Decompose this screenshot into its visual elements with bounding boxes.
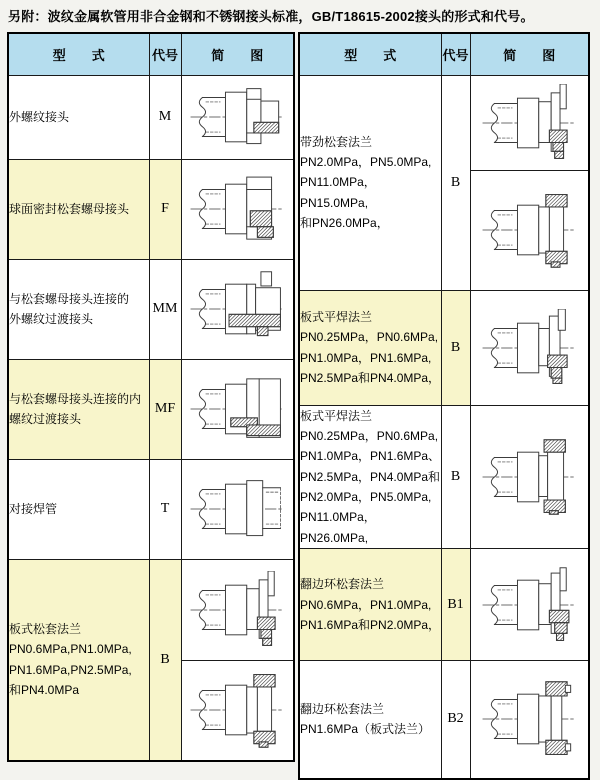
header-row <box>8 33 294 75</box>
table-row <box>299 549 589 661</box>
table-row <box>8 559 294 660</box>
joint-diagram <box>184 370 290 448</box>
joint-type-cell: 外螺纹接头 <box>8 75 149 159</box>
table-row <box>8 75 294 159</box>
joint-diagram-cell <box>470 405 589 549</box>
joint-diagram <box>184 470 290 548</box>
joint-code-cell: T <box>149 459 181 559</box>
table-row <box>8 359 294 459</box>
joint-diagram-cell <box>470 290 589 405</box>
joint-code-cell: B1 <box>441 549 470 661</box>
joint-type-cell: 对接焊管 <box>8 459 149 559</box>
joint-diagram-cell <box>470 661 589 779</box>
joint-type-cell: 与松套螺母接头连接的内 螺纹过渡接头 <box>8 359 149 459</box>
joint-table-right <box>298 32 590 780</box>
column-header-code: 代号 <box>441 33 470 75</box>
table-row <box>299 405 589 549</box>
joint-code-cell: MF <box>149 359 181 459</box>
joint-type-cell: 翻边环松套法兰 PN1.6MPa（板式法兰） <box>299 661 441 779</box>
joint-diagram <box>184 671 290 749</box>
joint-diagram-cell <box>181 159 294 259</box>
joint-diagram-cell <box>470 170 589 290</box>
joint-diagram <box>476 566 582 644</box>
table-row <box>8 259 294 359</box>
column-header-type: 型 式 <box>8 33 149 75</box>
joint-diagram-cell <box>181 259 294 359</box>
standard-tables <box>7 32 593 780</box>
joint-diagram-cell <box>470 75 589 170</box>
joint-diagram <box>476 438 582 516</box>
joint-table-left <box>7 32 295 762</box>
joint-diagram <box>476 191 582 269</box>
column-header-diagram: 简 图 <box>181 33 294 75</box>
joint-diagram <box>476 309 582 387</box>
joint-type-cell: 与松套螺母接头连接的 外螺纹过渡接头 <box>8 259 149 359</box>
joint-diagram-cell <box>181 660 294 761</box>
joint-diagram-cell <box>181 75 294 159</box>
joint-diagram <box>184 78 290 156</box>
page-title: 另附：波纹金属软管用非合金钢和不锈钢接头标准，GB/T18615-2002接头的形式和代号。 <box>8 9 534 24</box>
column-header-diagram: 简 图 <box>470 33 589 75</box>
joint-code-cell: B <box>149 559 181 761</box>
joint-diagram-cell <box>181 559 294 660</box>
joint-code-cell: B <box>441 290 470 405</box>
table-row <box>8 159 294 259</box>
joint-type-cell: 板式平焊法兰 PN0.25MPa，PN0.6MPa, PN1.0MPa，PN1.6MPa、 PN2.5MPa，PN4.0MPa和 PN2.0MPa，PN5.0MPa, PN11.0MPa，PN26.0MPa, <box>299 405 441 549</box>
joint-diagram-cell <box>181 359 294 459</box>
table-row <box>8 459 294 559</box>
joint-code-cell: F <box>149 159 181 259</box>
joint-diagram <box>184 571 290 649</box>
joint-type-cell: 球面密封松套螺母接头 <box>8 159 149 259</box>
joint-type-cell: 板式平焊法兰 PN0.25MPa，PN0.6MPa, PN1.0MPa，PN1.6MPa, PN2.5MPa和PN4.0MPa， <box>299 290 441 405</box>
column-header-code: 代号 <box>149 33 181 75</box>
joint-code-cell: MM <box>149 259 181 359</box>
joint-diagram <box>476 84 582 162</box>
column-header-type: 型 式 <box>299 33 441 75</box>
joint-code-cell: B <box>441 405 470 549</box>
joint-code-cell: M <box>149 75 181 159</box>
joint-code-cell: B2 <box>441 661 470 779</box>
joint-diagram <box>476 680 582 758</box>
joint-type-cell: 翻边环松套法兰 PN0.6MPa，PN1.0MPa, PN1.6MPa和PN2.0MPa， <box>299 549 441 661</box>
header-row <box>299 33 589 75</box>
table-row <box>299 290 589 405</box>
joint-diagram <box>184 270 290 348</box>
table-row <box>299 661 589 779</box>
joint-code-cell: B <box>441 75 470 290</box>
joint-diagram-cell <box>470 549 589 661</box>
joint-type-cell: 带劲松套法兰 PN2.0MPa，PN5.0MPa, PN11.0MPa，PN15.0MPa, 和PN26.0MPa， <box>299 75 441 290</box>
table-row <box>299 75 589 170</box>
joint-diagram <box>184 170 290 248</box>
joint-diagram-cell <box>181 459 294 559</box>
joint-type-cell: 板式松套法兰 PN0.6MPa,PN1.0MPa, PN1.6MPa,PN2.5MPa, 和PN4.0MPa <box>8 559 149 761</box>
